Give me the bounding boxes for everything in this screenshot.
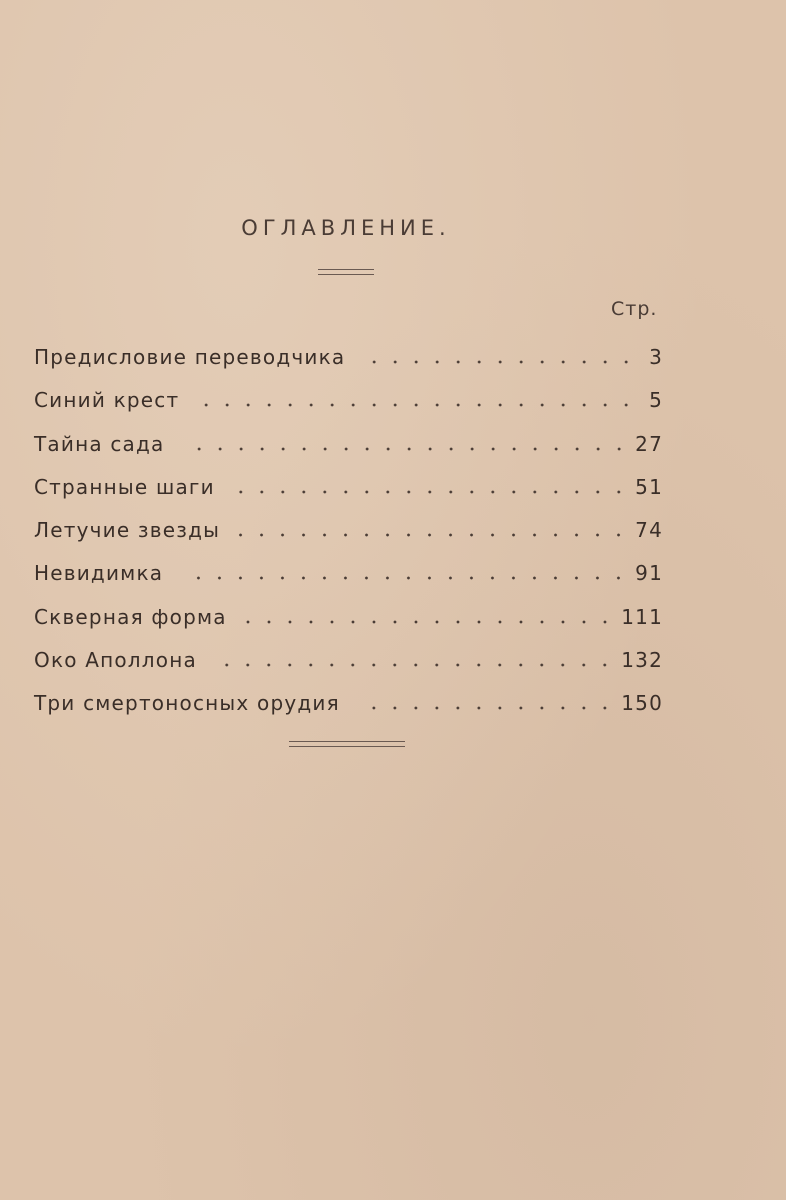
dot-leader: [356, 706, 615, 710]
toc-entry-title: Предисловие переводчика: [34, 345, 346, 369]
toc-entry-page: 3: [649, 345, 663, 369]
dot-leader: [181, 447, 630, 451]
toc-entry-title: Скверная форма: [34, 604, 227, 629]
dot-leader: [195, 403, 637, 407]
toc-entry-page: 27: [635, 431, 663, 456]
toc-entry-title: Невидимка: [34, 561, 164, 586]
toc-entry-title: Летучие звезды: [34, 518, 221, 543]
dot-leader: [243, 620, 615, 624]
dot-leader: [231, 490, 629, 494]
toc-entry: [34, 388, 663, 431]
toc-entry-title: Синий крест: [34, 388, 180, 413]
toc-entry-title: Странные шаги: [34, 474, 215, 499]
title-double-rule: [318, 269, 374, 275]
closing-double-rule: [289, 741, 405, 747]
toc-entry: [34, 691, 663, 734]
toc-entry-page: 111: [621, 604, 663, 629]
dot-leader: [236, 533, 629, 537]
toc-entry-page: 132: [621, 648, 663, 673]
toc-entry-title: Тайна сада: [34, 431, 165, 456]
toc-entry: [34, 432, 663, 475]
dot-leader: [179, 576, 629, 580]
toc-entry-page: 51: [635, 474, 663, 499]
toc-entry: [34, 345, 663, 388]
table-of-contents: [34, 345, 663, 735]
page-title: ОГЛАВЛЕНИЕ.: [241, 216, 451, 240]
toc-entry: [34, 518, 663, 561]
toc-entry-page: 74: [635, 518, 663, 543]
toc-entry: [34, 475, 663, 518]
toc-entry: [34, 605, 663, 648]
toc-entry-title: Три смертоносных орудия: [34, 691, 340, 716]
toc-entry-page: 150: [621, 691, 663, 716]
toc-entry: [34, 561, 663, 604]
toc-entry-page: 5: [649, 388, 663, 413]
toc-entry: [34, 648, 663, 691]
dot-leader: [213, 663, 615, 667]
dot-leader: [361, 360, 637, 364]
toc-entry-page: 91: [635, 561, 663, 586]
toc-entry-title: Око Аполлона: [34, 648, 197, 673]
page-column-label: Стр.: [611, 298, 658, 320]
